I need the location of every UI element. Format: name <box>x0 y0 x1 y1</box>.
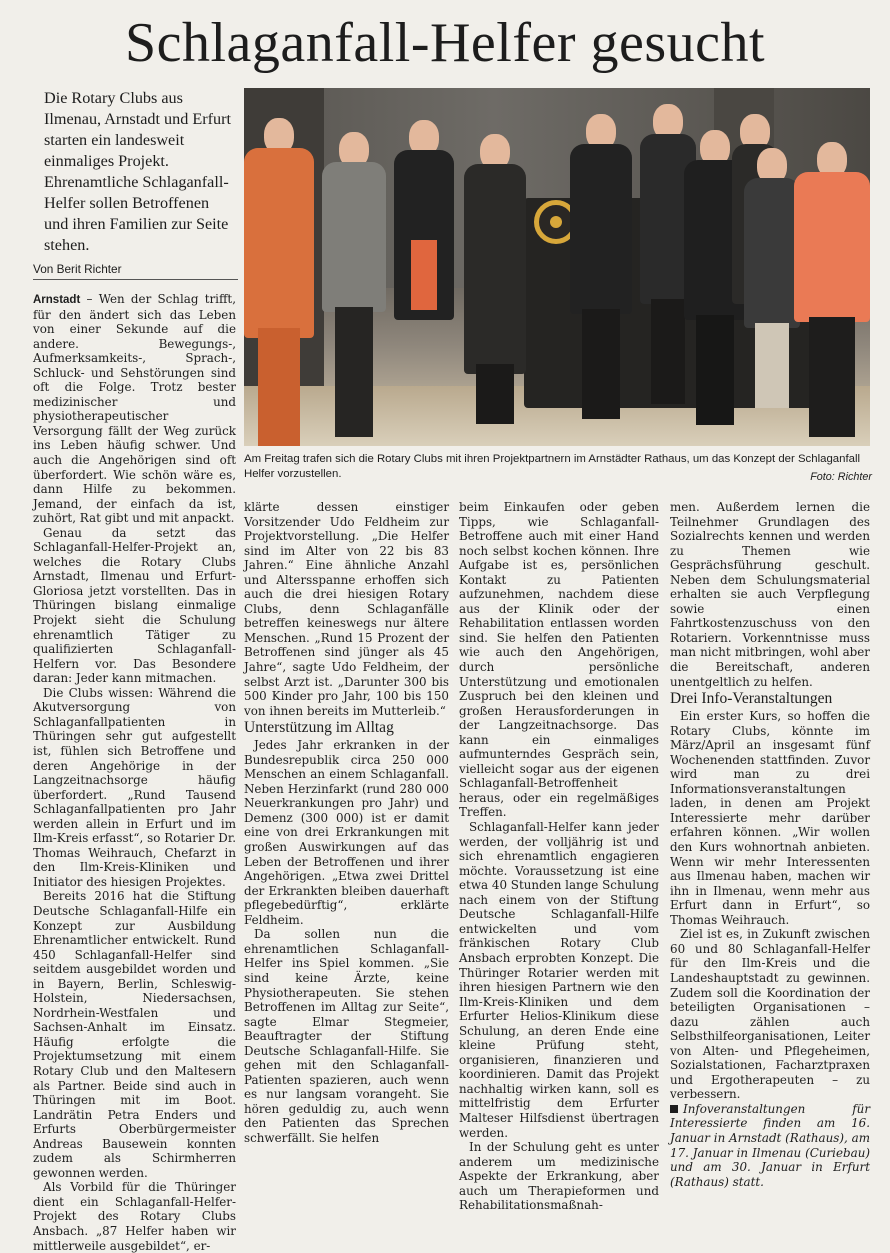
article-paragraph: Arnstadt – Wen der Schlag trifft, für den ändert sich das Leben von einer Sekunde auf die andere. Bewegungs-, Aufmerksamkeits-, Sprach-, Schluck- und Sehstörungen sind oft die Folge. Trotz bester medizinischer und physiotherapeutischer Versorgung fällt der Weg zurück ins Leben häufig schwer. Und auch die Angehörigen sind oft überfordert. Wie schön wäre es, dann Hilfe zu bekommen. Jemand, der einfach da ist, zuhört, Rat gibt und mit anpackt. <box>33 292 236 526</box>
photo-person <box>322 132 386 442</box>
article-paragraph: Genau da setzt das Schlaganfall-Helfer-Projekt an, welches die Rotary Clubs Arnstadt, Ilmenau und Erfurt-Gloriosa jetzt vorstellten. Das in Thüringen bislang einmalige Projekt sieht die Schulung ehrenamtlich Tätiger zu qualifizierten Schlaganfall-Helfern vor. Das Besondere daran: Jeder kann mitmachen. <box>33 525 236 686</box>
article-column-2 <box>244 500 449 1146</box>
photo-person <box>464 134 526 434</box>
group-photo <box>244 88 870 446</box>
article-paragraph: Bereits 2016 hat die Stiftung Deutsche Schlaganfall-Hilfe ein Konzept zur Ausbildung Ehrenamtlicher entwickelt. Rund 450 Schlaganfall-Helfer sind seitdem ausgebildet worden und in Bayern, Berlin, Schleswig-Holstein, Niedersachsen, Nordrhein-Westfalen und Sachsen-Anhalt im Einsatz. Häufig erfolgte die Projektumsetzung mit einem Rotary Club und den Maltesern als Partner. Beide sind auch in Thüringen mit im Boot. Landrätin Petra Enders und Erfurts Oberbürgermeister Andreas Bausewein konnten zudem als Schirmherren gewonnen werden. <box>33 889 236 1180</box>
photo-person <box>744 148 800 418</box>
article-paragraph: Jedes Jahr erkranken in der Bundesrepublik circa 250 000 Menschen an einem Schlaganfall. Neben Herzinfarkt (rund 280 000 Neuerkrankungen pro Jahr) und Demenz (300 000) ist er damit eine von drei Erkrankungen mit großen Auswirkungen auf das Leben der Betroffenen und ihrer Angehörigen. „Etwa zwei Drittel der Erkrankten bleiben dauerhaft pflegebedürftig“, erklärte Feldheim. <box>244 738 449 927</box>
photo-person <box>570 114 632 414</box>
article-paragraph: beim Einkaufen oder geben Tipps, wie Schlaganfall-Betroffene auch mit einer Hand noch selbst kochen können. Ihre Aufgabe ist es, persönlichen Kontakt zu Patienten aufzunehmen, nachdem diese aus der Klinik oder der Rehabilitation entlassen worden sind. Sie helfen den Patienten wie auch den Angehörigen, durch persönliche Unterstützung und emotionalen Zuspruch bei den kleinen und großen Herausforderungen in der Langzeitnachsorge. Das kann ein einmaliges aufmunterndes Gespräch sein, vielleicht sogar aus der eigenen Schlaganfall-Betroffenheit heraus, oder ein regelmäßiges Treffen. <box>459 500 659 820</box>
article-paragraph: men. Außerdem lernen die Teilnehmer Grundlagen des Sozialrechts kennen und werden zu Themen wie Gesprächsführung geschult. Neben dem Schulungsmaterial erhalten sie auch Verpflegung sowie einen Fahrtkostenzuschuss von den Rotariern. Vorkenntnisse muss man nicht mitbringen, wohl aber die Bereitschaft, anderen unentgeltlich zu helfen. <box>670 500 870 689</box>
article-paragraph: Ein erster Kurs, so hoffen die Rotary Clubs, könnte im März/April an insgesamt fünf Wochenenden stattfinden. Zuvor wird man zu drei Informationsveranstaltungen laden, in denen am Projekt Interessierte mehr darüber erfahren können. „Wir wollen den Kurs wohnortnah anbieten. Wenn wir mehr Interessenten aus Ilmenau haben, machen wir ihn in Ilmenau, wenn mehr aus Erfurt dann in Erfurt“, so Thomas Weihrauch. <box>670 709 870 927</box>
subheading: Unterstützung im Alltag <box>244 719 394 737</box>
article-paragraph: Die Clubs wissen: Während die Akutversorgung von Schlaganfallpatienten in Thüringen sehr gut aufgestellt ist, fühlen sich Betroffene und deren Angehörige in der Langzeitnachsorge häufig überfordert. „Rund Tausend Schlaganfallpatienten pro Jahr werden allein in Erfurt und im Ilm-Kreis erfasst“, so Rotarier Dr. Thomas Weihrauch, Chefarzt in den Ilm-Kreis-Kliniken und Initiator des hiesigen Projektes. <box>33 685 236 889</box>
article-paragraph: Ziel ist es, in Zukunft zwischen 60 und 80 Schlaganfall-Helfer für den Ilm-Kreis und die Landeshauptstadt zu gewinnen. Zudem soll die Koordination der beteiligten Organisationen – dazu zählen auch Selbsthilfeorganisationen, Leiter von Alten- und Pflegeheimen, Sozialstationen, Facharztpraxen und Ergotherapeuten – zu verbessern. <box>670 927 870 1102</box>
byline: Von Berit Richter <box>33 262 238 280</box>
subheading: Drei Info-Veranstaltungen <box>670 690 833 708</box>
photo-credit: Foto: Richter <box>810 471 872 483</box>
headline: Schlaganfall-Helfer gesucht <box>124 12 766 74</box>
article-paragraph: Da sollen nun die ehrenamtlichen Schlaganfall-Helfer ins Spiel kommen. „Sie sind keine Ärzte, keine Physiotherapeuten. Sie stehen Betroffenen im Alltag zur Seite“, sagte Elmar Stegmeier, Beauftragter der Stiftung Deutsche Schlaganfall-Hilfe. Sie gehen mit den Schlaganfall-Patienten spazieren, auch wenn es nur langsam vorangeht. Sie hören geduldig zu, auch wenn den Patienten das Sprechen schwerfällt. Sie helfen <box>244 927 449 1145</box>
article-paragraph: Als Vorbild für die Thüringer dient ein Schlaganfall-Helfer-Projekt des Rotary Clubs Ansbach. „87 Helfer haben wir mittlerweile ausgebildet“, er- <box>33 1180 236 1253</box>
article-paragraph: Schlaganfall-Helfer kann jeder werden, der volljährig ist und sich ehrenamtlich engagieren möchte. Voraussetzung ist eine etwa 40 Stunden lange Schulung nach einem von der Stiftung Deutsche Schlaganfall-Hilfe entwickelten und vom fränkischen Rotary Club Ansbach erprobten Konzept. Die Thüringer Rotarier werden mit ihren hiesigen Partnern wie den Ilm-Kreis-Kliniken und dem Erfurter Helios-Klinikum diese Schulung, an deren Ende eine kleine Prüfung steht, organisieren, finanzieren und koordinieren. Damit das Projekt nachhaltig wirken kann, soll es mittelfristig dem Erfurter Malteser Hilfsdienst übertragen werden. <box>459 820 659 1140</box>
article-paragraph: klärte dessen einstiger Vorsitzender Udo Feldheim zur Projektvorstellung. „Die Helfer sind im Alter von 22 bis 83 Jahren.“ Eine ähnliche Anzahl und Altersspanne erhoffen sich auch die drei hiesigen Rotary Clubs, denn Schlaganfälle betreffen keineswegs nur ältere Menschen. „Rund 15 Prozent der Betroffenen sind jünger als 45 Jahre“, sagte Udo Feldheim, der selbst Arzt ist. „Darunter 300 bis 500 Kinder pro Jahr, 100 bis 150 von ihnen bereits im Mutterleib.“ <box>244 500 449 718</box>
photo-person <box>794 142 870 442</box>
lead-paragraph: Die Rotary Clubs aus Ilmenau, Arnstadt und Erfurt starten ein landesweit einmaliges Projekt. Ehrenamtliche Schlaganfall-Helfer sollen Betroffenen und ihren Familien zur Seite stehen. <box>44 89 232 254</box>
dateline: Arnstadt <box>33 294 81 306</box>
article-column-3 <box>459 500 659 1213</box>
info-note: Infoveranstaltungen für Interessierte finden am 16. Januar in Arnstadt (Rathaus), am 17. Januar in Ilmenau (Curiebau) und am 30. Januar in Erfurt (Rathaus) statt. <box>670 1101 870 1189</box>
article-paragraph: In der Schulung geht es unter anderem um medizinische Aspekte der Erkrankung, aber auch um Therapieformen und Rehabilitationsmaßnah- <box>459 1140 659 1213</box>
photo-person <box>244 118 314 446</box>
photo-person <box>394 120 454 420</box>
article-column-1 <box>33 292 236 1253</box>
photo-caption: Am Freitag trafen sich die Rotary Clubs mit ihren Projektpartnern im Arnstädter Rathaus, um das Konzept der Schlaganfall Helfer vorzustellen. <box>244 453 861 480</box>
article-column-4 <box>670 500 870 1189</box>
bullet-square-icon <box>670 1105 678 1113</box>
